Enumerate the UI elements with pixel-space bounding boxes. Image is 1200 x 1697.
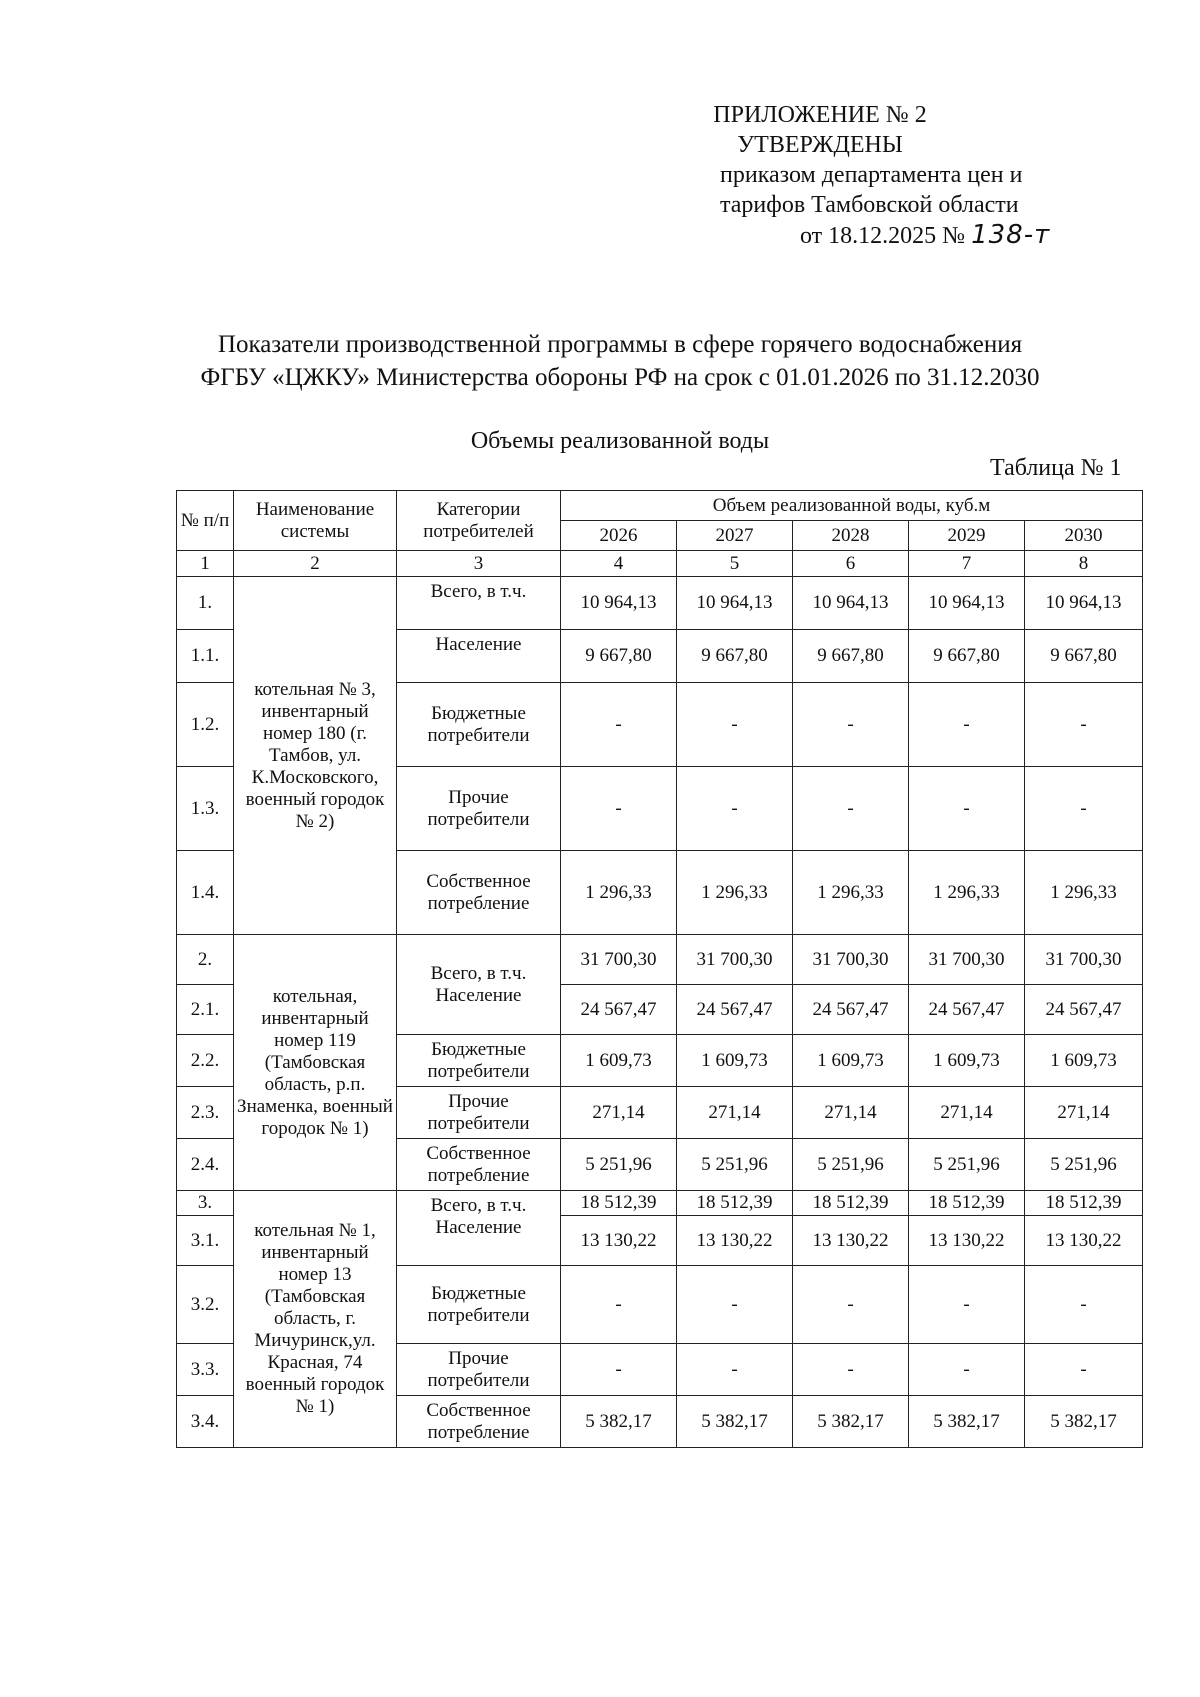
value-cell: 24 567,47 bbox=[793, 985, 909, 1035]
header-volume: Объем реализованной воды, куб.м bbox=[561, 491, 1143, 521]
header-year: 2027 bbox=[677, 521, 793, 551]
row-number: 3.1. bbox=[177, 1216, 234, 1266]
row-number: 3. bbox=[177, 1191, 234, 1216]
column-number: 8 bbox=[1025, 551, 1143, 577]
column-number: 5 bbox=[677, 551, 793, 577]
header-system: Наименование системы bbox=[234, 491, 397, 551]
value-cell: 10 964,13 bbox=[677, 577, 793, 630]
value-cell: 24 567,47 bbox=[1025, 985, 1143, 1035]
value-cell: 31 700,30 bbox=[793, 935, 909, 985]
value-cell: 1 296,33 bbox=[909, 851, 1025, 935]
value-cell: 31 700,30 bbox=[1025, 935, 1143, 985]
value-cell: - bbox=[909, 1266, 1025, 1344]
value-cell: 31 700,30 bbox=[677, 935, 793, 985]
table-subtitle: Объемы реализованной воды bbox=[470, 428, 770, 454]
category: Бюджетные потребители bbox=[397, 1266, 561, 1344]
system-name: котельная № 3, инвентарный номер 180 (г. Тамбов, ул. К.Московского, военный городок № 2) bbox=[234, 577, 397, 935]
value-cell: 1 296,33 bbox=[1025, 851, 1143, 935]
system-name: котельная, инвентарный номер 119 (Тамбовская область, р.п. Знаменка, военный городок № 1) bbox=[234, 935, 397, 1191]
column-number: 1 bbox=[177, 551, 234, 577]
value-cell: 271,14 bbox=[561, 1087, 677, 1139]
value-cell: 13 130,22 bbox=[677, 1216, 793, 1266]
value-cell: 5 251,96 bbox=[677, 1139, 793, 1191]
value-cell: 1 609,73 bbox=[677, 1035, 793, 1087]
value-cell: 13 130,22 bbox=[793, 1216, 909, 1266]
value-cell: 9 667,80 bbox=[561, 630, 677, 683]
category: Бюджетные потребители bbox=[397, 1035, 561, 1087]
value-cell: - bbox=[677, 767, 793, 851]
value-cell: 13 130,22 bbox=[909, 1216, 1025, 1266]
value-cell: - bbox=[793, 1344, 909, 1396]
value-cell: 18 512,39 bbox=[561, 1191, 677, 1216]
document-title bbox=[100, 328, 1140, 394]
row-number: 2.4. bbox=[177, 1139, 234, 1191]
row-number: 3.2. bbox=[177, 1266, 234, 1344]
value-cell: 13 130,22 bbox=[561, 1216, 677, 1266]
value-cell: - bbox=[677, 683, 793, 767]
order-date: от 18.12.2025 № bbox=[800, 223, 966, 249]
approval-block bbox=[600, 100, 1120, 251]
category: Прочие потребители bbox=[397, 767, 561, 851]
row-number: 2.2. bbox=[177, 1035, 234, 1087]
value-cell: 9 667,80 bbox=[1025, 630, 1143, 683]
title-line-2: ФГБУ «ЦЖКУ» Министерства обороны РФ на срок с 01.01.2026 по 31.12.2030 bbox=[200, 364, 1040, 391]
row-number: 2. bbox=[177, 935, 234, 985]
value-cell: 1 296,33 bbox=[793, 851, 909, 935]
category: Прочие потребители bbox=[397, 1344, 561, 1396]
category: Всего, в т.ч. Население bbox=[397, 1191, 561, 1266]
column-number: 3 bbox=[397, 551, 561, 577]
value-cell: 1 609,73 bbox=[793, 1035, 909, 1087]
header-year: 2028 bbox=[793, 521, 909, 551]
value-cell: 10 964,13 bbox=[561, 577, 677, 630]
value-cell: 1 609,73 bbox=[561, 1035, 677, 1087]
value-cell: - bbox=[793, 767, 909, 851]
order-number-handwritten: 138-т bbox=[971, 220, 1051, 250]
value-cell: 1 609,73 bbox=[909, 1035, 1025, 1087]
value-cell: 5 382,17 bbox=[909, 1396, 1025, 1448]
value-cell: 18 512,39 bbox=[1025, 1191, 1143, 1216]
value-cell: - bbox=[909, 1344, 1025, 1396]
value-cell: 5 251,96 bbox=[561, 1139, 677, 1191]
value-cell: 5 251,96 bbox=[793, 1139, 909, 1191]
value-cell: 271,14 bbox=[677, 1087, 793, 1139]
row-number: 1.4. bbox=[177, 851, 234, 935]
category: Население bbox=[397, 630, 561, 683]
value-cell: 5 251,96 bbox=[1025, 1139, 1143, 1191]
value-cell: - bbox=[793, 683, 909, 767]
appendix-label: ПРИЛОЖЕНИЕ № 2 bbox=[713, 102, 927, 128]
category: Прочие потребители bbox=[397, 1087, 561, 1139]
order-line: приказом департамента цен и bbox=[720, 162, 1023, 188]
value-cell: - bbox=[909, 767, 1025, 851]
category: Всего, в т.ч. bbox=[397, 577, 561, 630]
column-number: 6 bbox=[793, 551, 909, 577]
value-cell: - bbox=[1025, 1266, 1143, 1344]
row-number: 1.1. bbox=[177, 630, 234, 683]
header-year: 2026 bbox=[561, 521, 677, 551]
header-year: 2030 bbox=[1025, 521, 1143, 551]
value-cell: 1 609,73 bbox=[1025, 1035, 1143, 1087]
value-cell: 5 382,17 bbox=[561, 1396, 677, 1448]
row-number: 2.3. bbox=[177, 1087, 234, 1139]
value-cell: 1 296,33 bbox=[677, 851, 793, 935]
value-cell: - bbox=[909, 683, 1025, 767]
column-number: 7 bbox=[909, 551, 1025, 577]
table-number: Таблица № 1 bbox=[990, 455, 1122, 481]
row-number: 3.3. bbox=[177, 1344, 234, 1396]
row-number: 1.3. bbox=[177, 767, 234, 851]
category: Всего, в т.ч. Население bbox=[397, 935, 561, 1035]
category: Собственное потребление bbox=[397, 1396, 561, 1448]
approved-label: УТВЕРЖДЕНЫ bbox=[737, 132, 903, 158]
category: Собственное потребление bbox=[397, 851, 561, 935]
value-cell: 9 667,80 bbox=[909, 630, 1025, 683]
value-cell: 24 567,47 bbox=[909, 985, 1025, 1035]
value-cell: 31 700,30 bbox=[909, 935, 1025, 985]
value-cell: 10 964,13 bbox=[909, 577, 1025, 630]
value-cell: 13 130,22 bbox=[1025, 1216, 1143, 1266]
value-cell: 9 667,80 bbox=[677, 630, 793, 683]
order-date-line bbox=[600, 220, 1120, 251]
category: Собственное потребление bbox=[397, 1139, 561, 1191]
department-line: тарифов Тамбовской области bbox=[720, 192, 1019, 218]
value-cell: - bbox=[677, 1344, 793, 1396]
value-cell: 271,14 bbox=[909, 1087, 1025, 1139]
value-cell: 24 567,47 bbox=[561, 985, 677, 1035]
table-row bbox=[177, 935, 1143, 985]
water-volume-table bbox=[176, 490, 1143, 1448]
value-cell: - bbox=[1025, 683, 1143, 767]
value-cell: 271,14 bbox=[793, 1087, 909, 1139]
value-cell: 5 382,17 bbox=[677, 1396, 793, 1448]
value-cell: - bbox=[561, 1344, 677, 1396]
table-row bbox=[177, 577, 1143, 630]
table-row bbox=[177, 1191, 1143, 1216]
category: Бюджетные потребители bbox=[397, 683, 561, 767]
value-cell: - bbox=[677, 1266, 793, 1344]
row-number: 3.4. bbox=[177, 1396, 234, 1448]
value-cell: - bbox=[793, 1266, 909, 1344]
header-num: № п/п bbox=[177, 491, 234, 551]
value-cell: 1 296,33 bbox=[561, 851, 677, 935]
value-cell: 18 512,39 bbox=[677, 1191, 793, 1216]
column-number: 4 bbox=[561, 551, 677, 577]
value-cell: 31 700,30 bbox=[561, 935, 677, 985]
value-cell: - bbox=[561, 1266, 677, 1344]
row-number: 1. bbox=[177, 577, 234, 630]
title-line-1: Показатели производственной программы в сфере горячего водоснабжения bbox=[217, 331, 1023, 358]
row-number: 2.1. bbox=[177, 985, 234, 1035]
value-cell: 5 251,96 bbox=[909, 1139, 1025, 1191]
value-cell: 10 964,13 bbox=[793, 577, 909, 630]
header-category: Категории потребителей bbox=[397, 491, 561, 551]
value-cell: 18 512,39 bbox=[909, 1191, 1025, 1216]
value-cell: 5 382,17 bbox=[793, 1396, 909, 1448]
value-cell: 271,14 bbox=[1025, 1087, 1143, 1139]
value-cell: 24 567,47 bbox=[677, 985, 793, 1035]
value-cell: - bbox=[561, 767, 677, 851]
value-cell: 18 512,39 bbox=[793, 1191, 909, 1216]
value-cell: - bbox=[561, 683, 677, 767]
value-cell: 10 964,13 bbox=[1025, 577, 1143, 630]
system-name: котельная № 1, инвентарный номер 13 (Тамбовская область, г. Мичуринск,ул. Красная, 74 военный городок № 1) bbox=[234, 1191, 397, 1448]
value-cell: - bbox=[1025, 1344, 1143, 1396]
value-cell: 5 382,17 bbox=[1025, 1396, 1143, 1448]
header-year: 2029 bbox=[909, 521, 1025, 551]
column-number-row bbox=[177, 551, 1143, 577]
value-cell: 9 667,80 bbox=[793, 630, 909, 683]
row-number: 1.2. bbox=[177, 683, 234, 767]
column-number: 2 bbox=[234, 551, 397, 577]
value-cell: - bbox=[1025, 767, 1143, 851]
